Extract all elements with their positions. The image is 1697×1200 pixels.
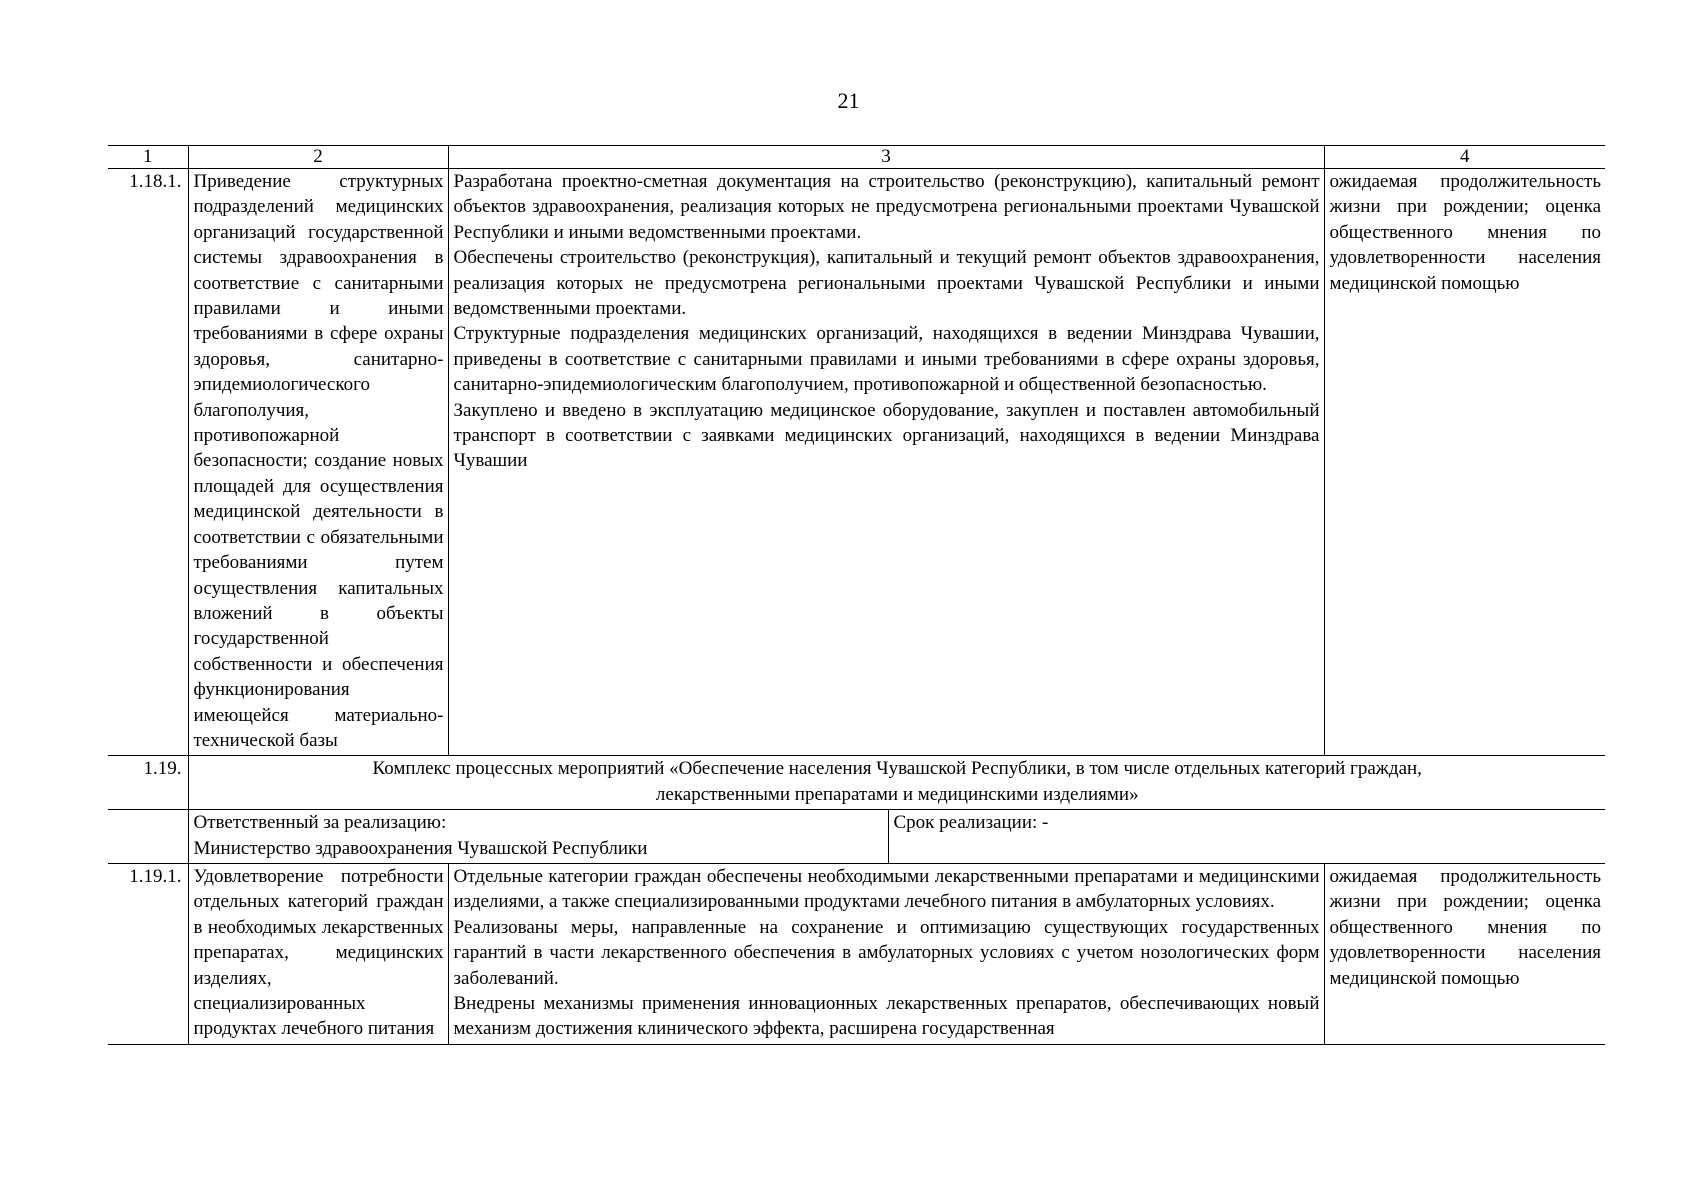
result-paragraph: Структурные подразделения медицинских организаций, находящихся в ведении Минздрава Чувашии, приведены в соответствие с санитарными правилами и иными требованиями в сфере охраны здоровья, санитарно-эпидемиологическим благополучием, противопожарной и общественной безопасностью. <box>453 323 1320 396</box>
column-header-3: 3 <box>448 146 1324 169</box>
results-cell <box>448 863 1324 1044</box>
result-paragraph: Обеспечены строительство (реконструкция), капитальный и текущий ремонт объектов здравоохранения, реализация которых не предусмотрена региональными проектами Чувашской Республики и иными ведомственными проектами. <box>453 247 1320 320</box>
result-paragraph: Разработана проектно-сметная документация на строительство (реконструкцию), капитальный ремонт объектов здравоохранения, реализация которых не предусмотрена региональными проектами Чувашской Республики и иными ведомственными проектами. <box>453 171 1320 243</box>
responsible-block <box>189 810 889 863</box>
table-row <box>108 169 1605 756</box>
program-table <box>108 145 1605 1045</box>
column-header-2: 2 <box>188 146 448 169</box>
result-paragraph: Отдельные категории граждан обеспечены необходимыми лекарственными препаратами и медицинскими изделиями, а также специализированными продуктами лечебного питания в амбулаторных условиях. <box>453 865 1320 913</box>
table-row <box>108 863 1605 1044</box>
section-title-line: Комплекс процессных мероприятий «Обеспечение населения Чувашской Республики, в том числе отдельных категорий граждан, <box>372 758 1422 780</box>
section-header-row <box>108 756 1605 810</box>
result-paragraph: Внедрены механизмы применения инновационных лекарственных препаратов, обеспечивающих новый механизм достижения клинического эффекта, расширена государственная <box>453 993 1320 1040</box>
section-number: 1.19. <box>108 756 188 810</box>
section-title-line: лекарственными препаратами и медицинскими изделиями» <box>655 783 1139 805</box>
column-header-4: 4 <box>1324 146 1605 169</box>
indicators-text: ожидаемая продолжительность жизни при рождении; оценка общественного мнения по удовлетворенности населения медицинской помощью <box>1324 169 1605 756</box>
row-number: 1.18.1. <box>108 169 188 756</box>
responsible-label: Ответственный за реализацию: <box>193 812 447 834</box>
responsible-value: Министерство здравоохранения Чувашской Республики <box>193 837 648 859</box>
term-text: Срок реализации: - <box>893 812 1049 834</box>
indicators-text: ожидаемая продолжительность жизни при рождении; оценка общественного мнения по удовлетворенности населения медицинской помощью <box>1324 863 1605 1044</box>
measure-text: Приведение структурных подразделений медицинских организаций государственной системы здравоохранения в соответствие с санитарными правилами и иными требованиями в сфере охраны здоровья, санитарно-эпидемиологического благополучия, противопожарной безопасности; создание новых площадей для осуществления медицинской деятельности в соответствии с обязательными требованиями путем осуществления капитальных вложений в объекты государственной собственности и обеспечения функционирования имеющейся материально-технической базы <box>188 169 448 756</box>
empty-cell <box>108 810 188 864</box>
page-number: 21 <box>837 88 860 113</box>
measure-text: Удовлетворение потребности отдельных категорий граждан в необходимых лекарственных препаратах, медицинских изделиях, специализированных продуктах лечебного питания <box>188 863 448 1044</box>
result-paragraph: Реализованы меры, направленные на сохранение и оптимизацию существующих государственных гарантий в части лекарственного обеспечения в амбулаторных условиях с учетом нозологических форм заболеваний. <box>453 916 1320 989</box>
results-cell <box>448 169 1324 756</box>
result-paragraph: Закуплено и введено в эксплуатацию медицинское оборудование, закуплен и поставлен автомобильный транспорт в соответствии с заявками медицинских организаций, находящихся в ведении Минздрава Чувашии <box>453 399 1320 472</box>
section-title <box>188 756 1605 810</box>
column-header-row <box>108 146 1605 169</box>
responsible-cell <box>188 810 1605 864</box>
column-header-1: 1 <box>108 146 188 169</box>
responsible-row <box>108 810 1605 864</box>
row-number: 1.19.1. <box>108 863 188 1044</box>
